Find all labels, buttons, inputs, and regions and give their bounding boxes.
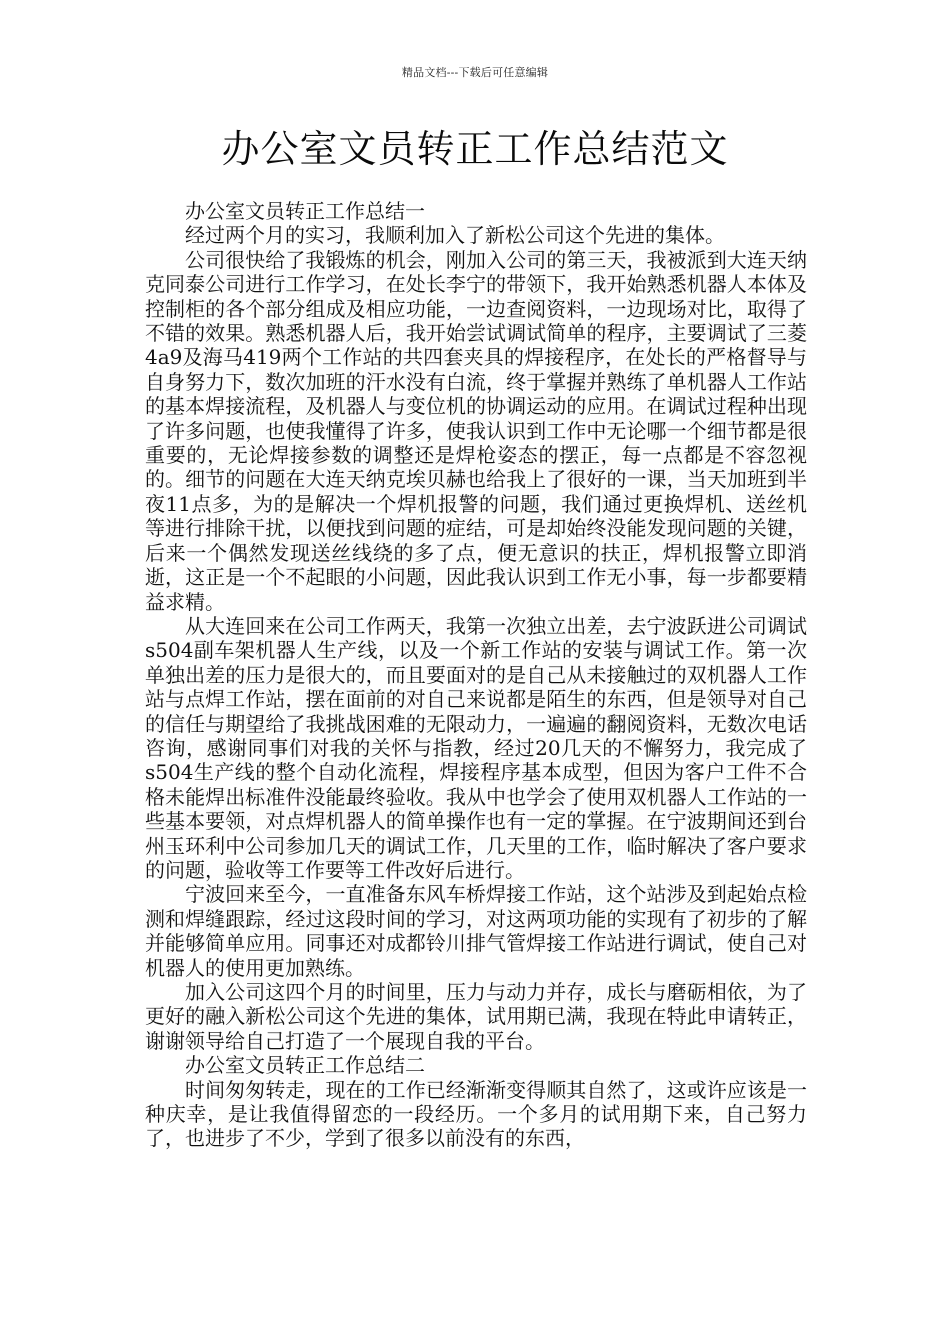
- header-note: 精品文档---下载后可任意编辑: [401, 66, 549, 79]
- document-body: [145, 199, 807, 1151]
- paragraph: 加入公司这四个月的时间里，压力与动力并存，成长与磨砺相依，为了更好的融入新松公司这个先进的集体，试用期已满，我现在特此申请转正，谢谢领导给自己打造了一个展现自我的平台。: [145, 980, 807, 1053]
- paragraph: 经过两个月的实习，我顺利加入了新松公司这个先进的集体。: [185, 223, 725, 248]
- paragraph: 公司很快给了我锻炼的机会，刚加入公司的第三天，我被派到大连天纳克同泰公司进行工作学习，在处长李宁的带领下，我开始熟悉机器人本体及控制柜的各个部分组成及相应功能，一边查阅资料，一边现场对比，取得了不错的效果。熟悉机器人后，我开始尝试调试简单的程序，主要调试了三菱4a9及海马419两个工作站的共四套夹具的焊接程序，在处长的严格督导与自身努力下，数次加班的汗水没有白流，终于掌握并熟练了单机器人工作站的基本焊接流程，及机器人与变位机的协调运动的应用。在调试过程种出现了许多问题，也使我懂得了许多，使我认识到工作中无论哪一个细节都是很重要的，无论焊接参数的调整还是焊枪姿态的摆正，每一点都是不容忽视的。细节的问题在大连天纳克埃贝赫也给我上了很好的一课，当天加班到半夜11点多，为的是解决一个焊机报警的问题，我们通过更换焊机、送丝机等进行排除干扰，以便找到问题的症结，可是却始终没能发现问题的关键，后来一个偶然发现送丝线绕的多了点，便无意识的扶正，焊机报警立即消逝，这正是一个不起眼的小问题，因此我认识到工作无小事，每一步都要精益求精。: [145, 247, 807, 614]
- paragraph: 时间匆匆转走，现在的工作已经渐渐变得顺其自然了，这或许应该是一种庆幸，是让我值得留恋的一段经历。一个多月的试用期下来，自己努力了，也进步了不少，学到了很多以前没有的东西，: [145, 1077, 807, 1151]
- document-title: 办公室文员转正工作总结范文: [221, 127, 729, 171]
- paragraph: 宁波回来至今，一直准备东风车桥焊接工作站，这个站涉及到起始点检测和焊缝跟踪，经过这段时间的学习，对这两项功能的实现有了初步的了解并能够简单应用。同事还对成都铃川排气管焊接工作站进行调试，使自己对机器人的使用更加熟练。: [145, 882, 807, 980]
- section-heading-2: 办公室文员转正工作总结二: [185, 1053, 425, 1078]
- paragraph: 从大连回来在公司工作两天，我第一次独立出差，去宁波跃进公司调试s504副车架机器人生产线，以及一个新工作站的安装与调试工作。第一次单独出差的压力是很大的，而且要面对的是自己从未接触过的双机器人工作站与点焊工作站，摆在面前的对自己来说都是陌生的东西，但是领导对自己的信任与期望给了我挑战困难的无限动力，一遍遍的翻阅资料，无数次电话咨询，感谢同事们对我的关怀与指教，经过20几天的不懈努力，我完成了s504生产线的整个自动化流程，焊接程序基本成型，但因为客户工件不合格未能焊出标准件没能最终验收。我从中也学会了使用双机器人工作站的一些基本要领，对点焊机器人的简单操作也有一定的掌握。在宁波期间还到台州玉环利中公司参加几天的调试工作，几天里的工作，临时解决了客户要求的问题，验收等工作要等工件改好后进行。: [145, 613, 807, 882]
- section-heading-1: 办公室文员转正工作总结一: [185, 199, 425, 223]
